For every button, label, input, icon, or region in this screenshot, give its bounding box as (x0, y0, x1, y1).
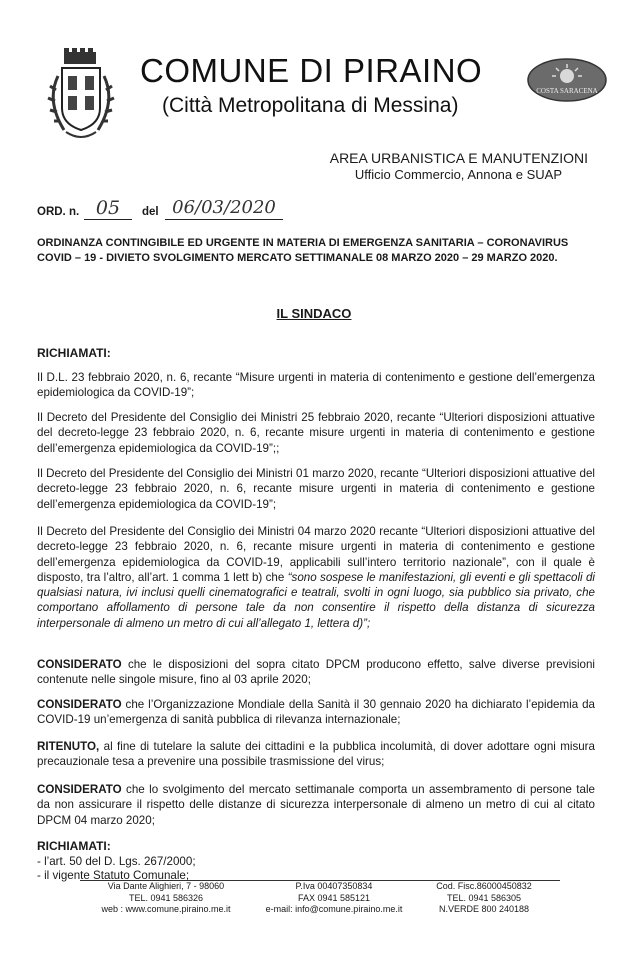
page-subtitle: (Città Metropolitana di Messina) (162, 94, 459, 117)
footer-website: web : www.comune.piraino.me.it (101, 904, 231, 914)
considerato-3-text: che lo svolgimento del mercato settimanale comporta un assembramento di persone tale da non assicurare il rispetto delle distanze di sicurezza interpersonale di almeno un metro di cui al citato DPCM 04 marzo 2020; (37, 783, 595, 827)
footer-contact-col (254, 881, 414, 916)
footer-address-col (96, 881, 236, 916)
footer-email: e-mail: info@comune.piraino.me.it (265, 904, 403, 914)
ord-date: 06/03/2020 (165, 197, 283, 220)
paragraph-ritenuto (37, 739, 595, 770)
list-item: - l’art. 50 del D. Lgs. 267/2000; (37, 855, 196, 868)
footer-tel-2: TEL. 0941 586305 (446, 892, 522, 903)
footer-codes-col (418, 881, 550, 916)
considerato-label: CONSIDERATO (37, 658, 122, 671)
sun-logo-icon (526, 56, 608, 104)
ordinance-heading: ORDINANZA CONTINGIBILE ED URGENTE IN MATERIA DI EMERGENZA SANITARIA – CORONAVIRUS COVID – 19 - DIVIETO SVOLGIMENTO MERCATO SETTIMANALE 08 MARZO 2020 – 29 MARZO 2020. (37, 237, 569, 264)
paragraph-dpcm-04mar-quote: “sono sospese le manifestazioni, gli eventi e gli spettacoli di qualsiasi natura, ivi inclusi quelli cinematografici e teatrali, svolti in ogni luogo, sia pubblico sia privato, che comportano affollamento di persone tale da non consentire il rispetto della distanza di sicurezza interpersonale di almeno un metro di cui all’allegato 1, lettera d)”; (37, 570, 595, 630)
paragraph-considerato-2 (37, 697, 595, 728)
considerato-label: CONSIDERATO (37, 698, 122, 711)
paragraph-dpcm-01mar: Il Decreto del Presidente del Consiglio dei Ministri 01 marzo 2020, recante “Ulteriori disposizioni attuative del decreto-legge 23 febbraio 2020, n. 6, recante misure urgenti in materia di contenimento e gestione dell’emergenza epidemiologica da COVID-19”; (37, 467, 595, 511)
issuer-heading (0, 306, 628, 321)
footer-tel: TEL. 0941 586326 (128, 892, 204, 903)
richiamati-label: RICHIAMATI: (37, 346, 111, 360)
ritenuto-text: al fine di tutelare la salute dei cittadini e la pubblica incolumità, di dover adottare ogni misura precauzionale tesa a prevenire una possibile trasmissione del virus; (37, 740, 595, 769)
del-label: del (142, 206, 159, 218)
footer-codfisc: Cod. Fisc.86000450832 (436, 881, 532, 891)
page-title: COMUNE DI PIRAINO (140, 52, 483, 89)
ord-number: 05 (84, 197, 132, 220)
office-name: Ufficio Commercio, Annona e SUAP (354, 167, 562, 182)
logo-text: COSTA SARACENA (536, 87, 598, 95)
considerato-label: CONSIDERATO (37, 783, 122, 796)
footer-fax: FAX 0941 585121 (297, 892, 371, 903)
footer-piva: P.Iva 00407350834 (295, 881, 373, 891)
paragraph-dpcm-25feb: Il Decreto del Presidente del Consiglio dei Ministri 25 febbraio 2020, recante “Ulteriori disposizioni attuative del decreto-legge 23 febbraio 2020, n. 6, recante misure urgenti in materia di contenimento e gestione dell’emergenza epidemiologica da COVID-19”;; (37, 411, 595, 455)
issuer-label: IL SINDACO (276, 306, 352, 321)
list-item: - il vigente Statuto Comunale; (37, 869, 190, 882)
paragraph-dpcm-04mar-text: Il Decreto del Presidente del Consiglio dei Ministri 04 marzo 2020 recante “Ulteriori disposizioni attuative del decreto-legge 23 febbraio 2020, n. 6, recante misure urgenti in materia di contenimento e gestione dell’emergenza epidemiologica da COVID-19, applicabili sull’intero territorio nazionale”, con il quale è disposto, tra l’altro, all’art. 1 comma 1 lett b) che (37, 525, 595, 584)
richiamati-label-2: RICHIAMATI: (37, 839, 111, 853)
paragraph-considerato-1 (37, 657, 595, 688)
considerato-2-text: che l’Organizzazione Mondiale della Sanità il 30 gennaio 2020 ha dichiarato l’epidemia da COVID-19 un’emergenza di sanità pubblica di rilevanza internazionale; (37, 698, 595, 727)
paragraph-considerato-3 (37, 782, 595, 828)
department-name: AREA URBANISTICA E MANUTENZIONI (329, 150, 588, 166)
ritenuto-label: RITENUTO, (37, 740, 100, 753)
paragraph-dl: Il D.L. 23 febbraio 2020, n. 6, recante “Misure urgenti in materia di contenimento e gestione dell’emergenza epidemiologica da COVID-19”; (37, 371, 595, 400)
costa-saracena-logo (526, 56, 608, 104)
ord-label: ORD. n. (37, 206, 80, 218)
paragraph-dpcm-04mar (37, 524, 595, 631)
footer-address: Via Dante Alighieri, 7 - 98060 (107, 881, 225, 891)
considerato-1-text: che le disposizioni del sopra citato DPCM producono effetto, salve diverse previsioni contenute nelle singole misure, fino al 03 aprile 2020; (37, 658, 595, 687)
municipal-crest-icon (40, 46, 122, 146)
footer-numero-verde: N.VERDE 800 240188 (438, 904, 530, 914)
